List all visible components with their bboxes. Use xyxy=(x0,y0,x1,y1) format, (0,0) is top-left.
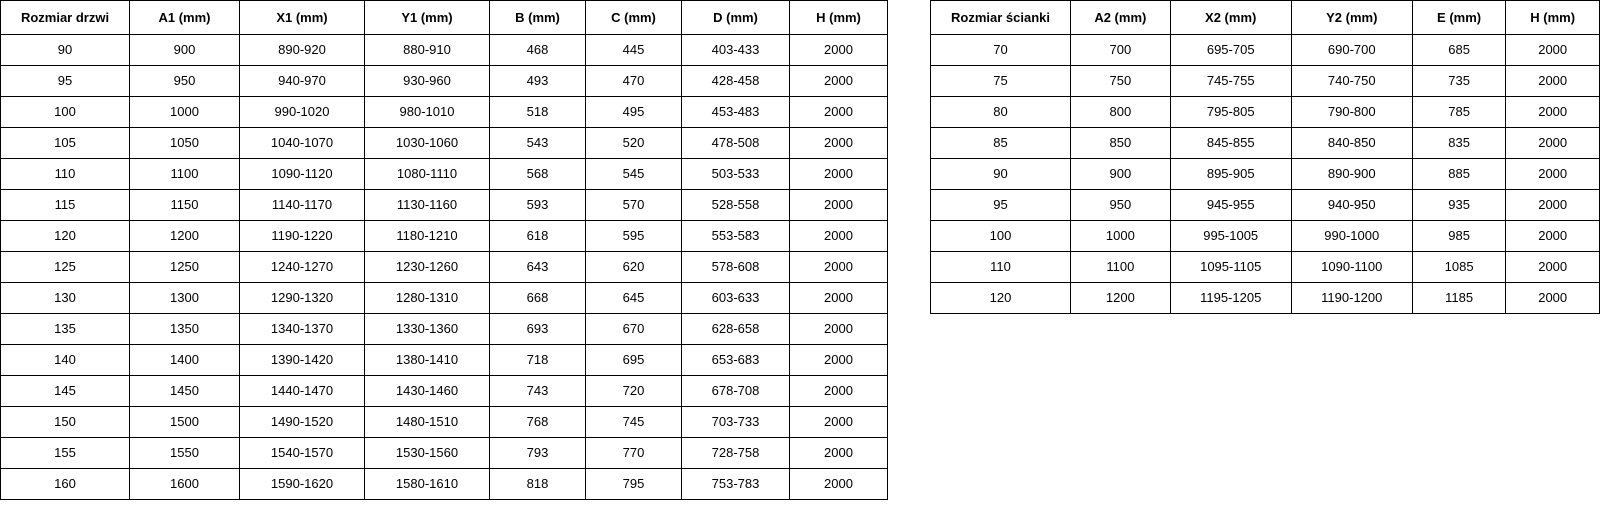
wall-table-column-header: X2 (mm) xyxy=(1170,1,1291,35)
doors-table-cell: 2000 xyxy=(790,97,888,128)
doors-table-cell: 100 xyxy=(1,97,130,128)
doors-table-cell: 595 xyxy=(586,221,682,252)
wall-table-cell: 885 xyxy=(1412,159,1506,190)
doors-table-cell: 495 xyxy=(586,97,682,128)
table-row xyxy=(931,283,1600,314)
wall-table-cell: 800 xyxy=(1071,97,1171,128)
wall-table-cell: 1195-1205 xyxy=(1170,283,1291,314)
wall-table-cell: 995-1005 xyxy=(1170,221,1291,252)
doors-table-cell: 743 xyxy=(490,376,586,407)
doors-table-cell: 930-960 xyxy=(365,66,490,97)
doors-table-cell: 135 xyxy=(1,314,130,345)
doors-table-cell: 155 xyxy=(1,438,130,469)
doors-table-cell: 795 xyxy=(586,469,682,500)
wall-table-cell: 100 xyxy=(931,221,1071,252)
doors-table-cell: 980-1010 xyxy=(365,97,490,128)
wall-table-column-header: H (mm) xyxy=(1506,1,1600,35)
table-row xyxy=(931,221,1600,252)
doors-table-cell: 620 xyxy=(586,252,682,283)
wall-table-cell: 1095-1105 xyxy=(1170,252,1291,283)
doors-table-cell: 2000 xyxy=(790,438,888,469)
doors-table-body xyxy=(1,35,888,500)
doors-table-cell: 115 xyxy=(1,190,130,221)
doors-table-cell: 2000 xyxy=(790,221,888,252)
doors-table-cell: 1200 xyxy=(130,221,240,252)
doors-table-cell: 728-758 xyxy=(682,438,790,469)
doors-table-cell: 2000 xyxy=(790,66,888,97)
doors-table-cell: 753-783 xyxy=(682,469,790,500)
doors-table-cell: 1500 xyxy=(130,407,240,438)
wall-table-column-header: Rozmiar ścianki xyxy=(931,1,1071,35)
doors-table-cell: 1250 xyxy=(130,252,240,283)
table-row xyxy=(1,345,888,376)
doors-table-column-header: Y1 (mm) xyxy=(365,1,490,35)
doors-table-cell: 1400 xyxy=(130,345,240,376)
doors-table-cell: 518 xyxy=(490,97,586,128)
wall-table-header-row xyxy=(931,1,1600,35)
doors-table-cell: 603-633 xyxy=(682,283,790,314)
doors-table-cell: 1450 xyxy=(130,376,240,407)
wall-table-cell: 785 xyxy=(1412,97,1506,128)
doors-table-cell: 553-583 xyxy=(682,221,790,252)
table-row xyxy=(1,190,888,221)
table-row xyxy=(931,97,1600,128)
doors-table-cell: 880-910 xyxy=(365,35,490,66)
doors-table-cell: 653-683 xyxy=(682,345,790,376)
wall-table-cell: 735 xyxy=(1412,66,1506,97)
wall-table-cell: 840-850 xyxy=(1291,128,1412,159)
doors-table-cell: 693 xyxy=(490,314,586,345)
wall-table-cell: 1090-1100 xyxy=(1291,252,1412,283)
table-row xyxy=(1,128,888,159)
doors-table-cell: 793 xyxy=(490,438,586,469)
doors-table-cell: 1480-1510 xyxy=(365,407,490,438)
doors-table-cell: 1600 xyxy=(130,469,240,500)
wall-table-cell: 1190-1200 xyxy=(1291,283,1412,314)
doors-table-cell: 2000 xyxy=(790,35,888,66)
wall-table-cell: 2000 xyxy=(1506,283,1600,314)
doors-table-cell: 628-658 xyxy=(682,314,790,345)
doors-table-cell: 1090-1120 xyxy=(240,159,365,190)
wall-table-cell: 2000 xyxy=(1506,97,1600,128)
wall-table-cell: 1085 xyxy=(1412,252,1506,283)
doors-table-cell: 468 xyxy=(490,35,586,66)
table-row xyxy=(1,376,888,407)
doors-table-cell: 120 xyxy=(1,221,130,252)
table-row xyxy=(1,283,888,314)
wall-table-cell: 985 xyxy=(1412,221,1506,252)
doors-table-column-header: B (mm) xyxy=(490,1,586,35)
wall-table-cell: 890-900 xyxy=(1291,159,1412,190)
doors-table-cell: 470 xyxy=(586,66,682,97)
doors-table-cell: 520 xyxy=(586,128,682,159)
doors-table-cell: 1430-1460 xyxy=(365,376,490,407)
wall-table-cell: 795-805 xyxy=(1170,97,1291,128)
doors-table-header-row xyxy=(1,1,888,35)
doors-table-cell: 503-533 xyxy=(682,159,790,190)
wall-table-cell: 740-750 xyxy=(1291,66,1412,97)
doors-table-cell: 1350 xyxy=(130,314,240,345)
doors-table-cell: 2000 xyxy=(790,314,888,345)
wall-table-cell: 845-855 xyxy=(1170,128,1291,159)
table-row xyxy=(1,66,888,97)
wall-table-cell: 935 xyxy=(1412,190,1506,221)
doors-table-cell: 1190-1220 xyxy=(240,221,365,252)
doors-table-cell: 528-558 xyxy=(682,190,790,221)
doors-table-cell: 2000 xyxy=(790,469,888,500)
doors-table-cell: 1130-1160 xyxy=(365,190,490,221)
wall-dimensions-table xyxy=(930,0,1600,314)
doors-table-cell: 745 xyxy=(586,407,682,438)
doors-table-cell: 1150 xyxy=(130,190,240,221)
wall-table-cell: 80 xyxy=(931,97,1071,128)
wall-table-cell: 2000 xyxy=(1506,66,1600,97)
wall-table-cell: 940-950 xyxy=(1291,190,1412,221)
wall-table-cell: 2000 xyxy=(1506,128,1600,159)
doors-table-cell: 1330-1360 xyxy=(365,314,490,345)
doors-table-cell: 900 xyxy=(130,35,240,66)
doors-table-cell: 1550 xyxy=(130,438,240,469)
wall-table-cell: 835 xyxy=(1412,128,1506,159)
wall-table-cell: 685 xyxy=(1412,35,1506,66)
wall-table-cell: 990-1000 xyxy=(1291,221,1412,252)
doors-table-cell: 1580-1610 xyxy=(365,469,490,500)
doors-table-cell: 718 xyxy=(490,345,586,376)
doors-table-cell: 1590-1620 xyxy=(240,469,365,500)
doors-table-cell: 150 xyxy=(1,407,130,438)
table-row xyxy=(1,159,888,190)
doors-table-cell: 1180-1210 xyxy=(365,221,490,252)
doors-table-cell: 568 xyxy=(490,159,586,190)
doors-table-cell: 95 xyxy=(1,66,130,97)
doors-table-cell: 678-708 xyxy=(682,376,790,407)
doors-table-cell: 1300 xyxy=(130,283,240,314)
doors-table-cell: 160 xyxy=(1,469,130,500)
doors-table-cell: 2000 xyxy=(790,376,888,407)
doors-table-cell: 818 xyxy=(490,469,586,500)
wall-table-column-header: A2 (mm) xyxy=(1071,1,1171,35)
wall-table-cell: 1185 xyxy=(1412,283,1506,314)
wall-table-cell: 70 xyxy=(931,35,1071,66)
doors-table-cell: 578-608 xyxy=(682,252,790,283)
doors-table-head xyxy=(1,1,888,35)
doors-table-cell: 645 xyxy=(586,283,682,314)
doors-table-cell: 478-508 xyxy=(682,128,790,159)
wall-table-cell: 695-705 xyxy=(1170,35,1291,66)
wall-table-cell: 1000 xyxy=(1071,221,1171,252)
table-row xyxy=(1,438,888,469)
doors-table-cell: 1530-1560 xyxy=(365,438,490,469)
doors-table-cell: 2000 xyxy=(790,159,888,190)
wall-table-cell: 85 xyxy=(931,128,1071,159)
doors-table-cell: 2000 xyxy=(790,283,888,314)
doors-table-cell: 545 xyxy=(586,159,682,190)
doors-table-cell: 1030-1060 xyxy=(365,128,490,159)
wall-table-cell: 895-905 xyxy=(1170,159,1291,190)
doors-table-column-header: D (mm) xyxy=(682,1,790,35)
doors-table-cell: 145 xyxy=(1,376,130,407)
wall-table-cell: 950 xyxy=(1071,190,1171,221)
doors-table-cell: 428-458 xyxy=(682,66,790,97)
doors-table-cell: 593 xyxy=(490,190,586,221)
doors-table-column-header: A1 (mm) xyxy=(130,1,240,35)
wall-table-cell: 700 xyxy=(1071,35,1171,66)
doors-table-cell: 1280-1310 xyxy=(365,283,490,314)
doors-table-cell: 1230-1260 xyxy=(365,252,490,283)
doors-table-column-header: C (mm) xyxy=(586,1,682,35)
table-row xyxy=(931,35,1600,66)
doors-table-cell: 720 xyxy=(586,376,682,407)
table-row xyxy=(931,190,1600,221)
doors-table-cell: 105 xyxy=(1,128,130,159)
table-row xyxy=(931,128,1600,159)
wall-table-cell: 2000 xyxy=(1506,190,1600,221)
doors-table-cell: 990-1020 xyxy=(240,97,365,128)
doors-table-cell: 453-483 xyxy=(682,97,790,128)
wall-table-cell: 1100 xyxy=(1071,252,1171,283)
doors-table-column-header: Rozmiar drzwi xyxy=(1,1,130,35)
doors-table-cell: 445 xyxy=(586,35,682,66)
wall-table-cell: 2000 xyxy=(1506,252,1600,283)
wall-table-cell: 690-700 xyxy=(1291,35,1412,66)
doors-table-cell: 670 xyxy=(586,314,682,345)
doors-table-cell: 2000 xyxy=(790,128,888,159)
wall-table-cell: 900 xyxy=(1071,159,1171,190)
doors-table-cell: 1080-1110 xyxy=(365,159,490,190)
doors-table-cell: 618 xyxy=(490,221,586,252)
wall-table-body xyxy=(931,35,1600,314)
wall-table-cell: 850 xyxy=(1071,128,1171,159)
doors-table-cell: 2000 xyxy=(790,252,888,283)
wall-table-cell: 1200 xyxy=(1071,283,1171,314)
wall-table-cell: 90 xyxy=(931,159,1071,190)
doors-table-cell: 570 xyxy=(586,190,682,221)
table-row xyxy=(931,66,1600,97)
wall-table-column-header: E (mm) xyxy=(1412,1,1506,35)
wall-table-head xyxy=(931,1,1600,35)
doors-table-cell: 695 xyxy=(586,345,682,376)
doors-table-cell: 1390-1420 xyxy=(240,345,365,376)
doors-table-column-header: X1 (mm) xyxy=(240,1,365,35)
doors-table-cell: 1140-1170 xyxy=(240,190,365,221)
doors-table-cell: 90 xyxy=(1,35,130,66)
doors-table-cell: 643 xyxy=(490,252,586,283)
doors-table-cell: 1240-1270 xyxy=(240,252,365,283)
doors-table-cell: 1490-1520 xyxy=(240,407,365,438)
doors-table-cell: 768 xyxy=(490,407,586,438)
doors-table-cell: 2000 xyxy=(790,345,888,376)
wall-table-cell: 120 xyxy=(931,283,1071,314)
table-row xyxy=(931,159,1600,190)
doors-table-cell: 1100 xyxy=(130,159,240,190)
doors-table-cell: 770 xyxy=(586,438,682,469)
doors-table-cell: 2000 xyxy=(790,407,888,438)
doors-table-column-header: H (mm) xyxy=(790,1,888,35)
wall-table-cell: 95 xyxy=(931,190,1071,221)
doors-table-cell: 1380-1410 xyxy=(365,345,490,376)
wall-table-cell: 110 xyxy=(931,252,1071,283)
table-row xyxy=(1,314,888,345)
wall-table-cell: 745-755 xyxy=(1170,66,1291,97)
table-row xyxy=(1,407,888,438)
doors-table-cell: 1040-1070 xyxy=(240,128,365,159)
table-row xyxy=(931,252,1600,283)
doors-table-cell: 940-970 xyxy=(240,66,365,97)
doors-table-cell: 1540-1570 xyxy=(240,438,365,469)
wall-table-column-header: Y2 (mm) xyxy=(1291,1,1412,35)
table-row xyxy=(1,252,888,283)
doors-table-cell: 1290-1320 xyxy=(240,283,365,314)
wall-table-cell: 945-955 xyxy=(1170,190,1291,221)
doors-table-cell: 140 xyxy=(1,345,130,376)
doors-table-cell: 703-733 xyxy=(682,407,790,438)
wall-table-cell: 790-800 xyxy=(1291,97,1412,128)
wall-table-cell: 2000 xyxy=(1506,35,1600,66)
wall-table-cell: 2000 xyxy=(1506,159,1600,190)
doors-table-cell: 125 xyxy=(1,252,130,283)
doors-table-cell: 668 xyxy=(490,283,586,314)
doors-table-cell: 890-920 xyxy=(240,35,365,66)
wall-table-cell: 750 xyxy=(1071,66,1171,97)
doors-table-cell: 130 xyxy=(1,283,130,314)
doors-table-cell: 493 xyxy=(490,66,586,97)
wall-table-cell: 2000 xyxy=(1506,221,1600,252)
doors-table-cell: 403-433 xyxy=(682,35,790,66)
doors-table-cell: 110 xyxy=(1,159,130,190)
table-row xyxy=(1,469,888,500)
doors-table-cell: 1050 xyxy=(130,128,240,159)
table-row xyxy=(1,35,888,66)
table-row xyxy=(1,97,888,128)
table-row xyxy=(1,221,888,252)
doors-table-cell: 1340-1370 xyxy=(240,314,365,345)
wall-table-cell: 75 xyxy=(931,66,1071,97)
doors-table-cell: 1440-1470 xyxy=(240,376,365,407)
doors-table-cell: 1000 xyxy=(130,97,240,128)
doors-table-cell: 2000 xyxy=(790,190,888,221)
doors-table-cell: 950 xyxy=(130,66,240,97)
wall-dimensions-table-container xyxy=(930,0,1600,314)
doors-table-cell: 543 xyxy=(490,128,586,159)
